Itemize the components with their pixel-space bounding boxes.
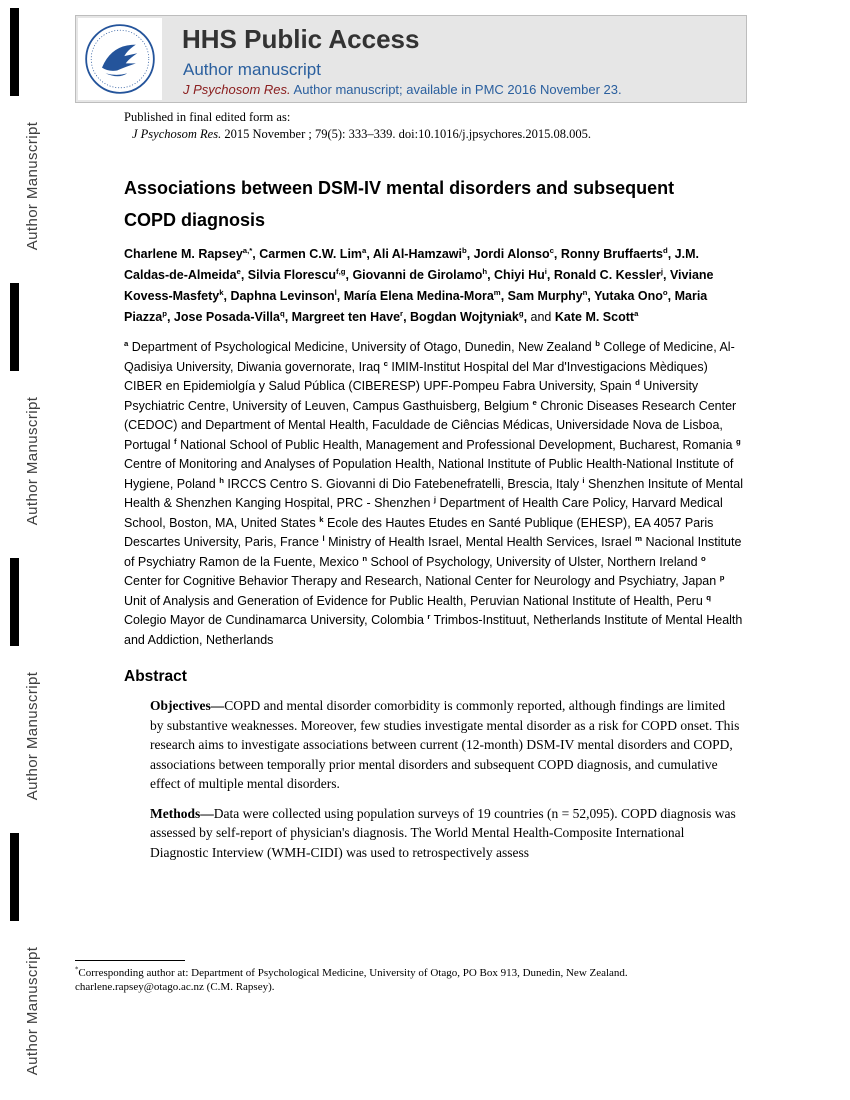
hhs-header-banner — [75, 15, 747, 103]
abstract-heading: Abstract — [124, 668, 187, 685]
content-column — [124, 110, 746, 862]
sidebar-label: Author Manuscript — [24, 396, 41, 526]
sidebar-label: Author Manuscript — [24, 671, 41, 801]
footnote-text: Corresponding author at: Department of Psychological Medicine, University of Otago, PO Box 913, Dunedin, New Zealand. — [78, 967, 628, 979]
sidebar-bar — [10, 833, 19, 921]
affiliation-list: $^a$ Department of Psychological Medicine, University of Otago, Dunedin, New Zealand $^b$ College of Medicine, Al-Qadisiya University, Diwania governorate, Iraq $^c$ IMIM-Institut Hospital del Mar d'Investigacions Mèdiques) CIBER en Epidemiolgía y Salud Pública (CIBERESP) UPF-Pompeu Fabra University, Spain $^d$ University Psychiatric Centre, University of Leuven, Campus Gasthuisberg, Belgium $^e$ Chronic Diseases Research Center (CEDOC) and Department of Mental Health, Faculdade de Ciências Médicas, Universidade Nova de Lisboa, Portugal $^f$ National School of Public Health, Management and Professional Development, Bucharest, Romania $^g$ Centre of Monitoring and Analyses of Population Health, National Institute of Public Health-National Institute of Hygiene, Poland $^h$ IRCCS Centro S. Giovanni di Dio Fatebenefratelli, Brescia, Italy $^i$ Shenzhen Insitute of Mental Health & Shenzhen Kanging Hospital, PRC - Shenzhen $^j$ Department of Health Care Policy, Harvard Medical School, Boston, MA, United States $^k$ Ecole des Hautes Etudes en Santé Publique (EHESP), EA 4057 Paris Descartes University, Paris, France $^l$ Ministry of Health Israel, Mental Health Services, Israel $^m$ Nacional Institute of Psychiatry Ramon de la Fuente, Mexico $^n$ School of Psychology, University of Ulster, Northern Ireland $^o$ Center for Cognitive Behavior Therapy and Research, National Center for Neurology and Psychiatry, Japan $^p$ Unit of Analysis and Generation of Evidence for Public Health, Peruvian National Institute of Health, Peru $^q$ Colegio Mayor de Cundinamarca University, Colombia $^r$ Trimbos-Instituut, Netherlands Institute of Mental Health and Addiction, Netherlands — [124, 338, 744, 647]
abstract-objectives — [150, 696, 742, 794]
footnote-corresponding — [75, 966, 730, 980]
author-list: Charlene M. Rapsey$^{a,*}$, Carmen C.W. Lim$^a$, Ali Al-Hamzawi$^b$, Jordi Alonso$^c$, Ronny Bruffaerts$^d$, J.M. Caldas-de-Almeida$^e$, Silvia Florescu$^{f,g}$, Giovanni de Girolamo$^h$, Chiyi Hu$^i$, Ronald C. Kessler$^j$, Viviane Kovess-Masfety$^k$, Daphna Levinson$^l$, María Elena Medina-Mora$^m$, Sam Murphy$^n$, Yutaka Ono$^o$, Maria Piazza$^p$, Jose Posada-Villa$^q$, Margreet ten Have$^r$, Bogdan Wojtyniak$^g$, and Kate M. Scott$^a$ — [124, 245, 714, 324]
published-prefix: Published in final edited form as: — [124, 110, 291, 124]
sidebar-bar — [10, 558, 19, 646]
article-title: Associations between DSM-IV mental disorders and subsequent COPD diagnosis — [124, 178, 675, 230]
abstract-objectives-text: COPD and mental disorder comorbidity is commonly reported, although findings are limited by substantive weaknesses. Moreover, few studies investigate mental disorder as a risk for COPD onset. This research aims to investigate associations between current (12-month) DSM-IV mental disorders and COPD, associations between temporally prior mental disorders and subsequent COPD diagnosis, and cumulative effect of multiple mental disorders. — [150, 698, 740, 791]
hhs-seal-icon — [84, 23, 156, 95]
footnote-marker: * — [75, 966, 79, 974]
footnote — [75, 960, 730, 994]
sidebar-label: Author Manuscript — [24, 121, 41, 251]
footnote-email: charlene.rapsey@otago.ac.nz (C.M. Rapsey). — [75, 981, 275, 993]
citation-details: 2015 November ; 79(5): 333–339. doi:10.1016/j.jpsychores.2015.08.005. — [221, 127, 591, 141]
citation-journal: J Psychosom Res. — [132, 127, 222, 141]
hhs-journal-line — [183, 82, 622, 97]
hhs-title: HHS Public Access — [182, 24, 420, 54]
availability-text: Author manuscript; available in PMC 2016 November 23. — [290, 82, 622, 97]
abstract-methods-text: Data were collected using population surveys of 19 countries (n = 52,095). COPD diagnosis was assessed by self-report of physician's diagnosis. The World Mental Health-Composite International Diagnostic Interview (WMH-CIDI) was used to retrospectively assess — [150, 805, 736, 860]
footnote-rule — [75, 960, 185, 961]
abstract-objectives-label: Objectives— — [150, 698, 225, 713]
abstract-methods — [150, 804, 742, 863]
abstract-methods-label: Methods— — [150, 805, 214, 821]
hhs-subtitle: Author manuscript — [183, 60, 321, 79]
journal-name: J Psychosom Res. — [183, 82, 291, 97]
hhs-logo-box — [78, 18, 162, 100]
sidebar-bar — [10, 283, 19, 371]
sidebar-bar — [10, 8, 19, 96]
sidebar-label: Author Manuscript — [24, 946, 41, 1076]
citation-line — [132, 127, 746, 142]
